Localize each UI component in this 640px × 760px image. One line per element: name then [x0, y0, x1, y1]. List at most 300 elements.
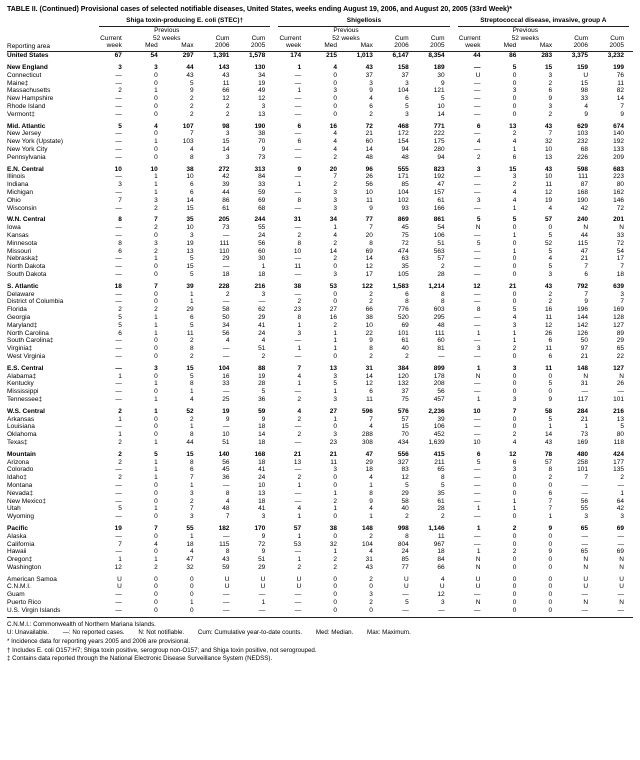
- value-cell: 1: [512, 204, 517, 212]
- value-cell: —: [473, 513, 481, 521]
- value-cell: 2: [369, 599, 373, 607]
- value-cell: 0: [154, 372, 158, 380]
- value-cell: —: [473, 103, 481, 111]
- value-cell: 24: [401, 548, 409, 556]
- value-cell: 52: [544, 239, 553, 247]
- value-cell: 6: [118, 247, 122, 255]
- value-cell: U: [439, 583, 445, 591]
- value-cell: 3: [118, 181, 122, 189]
- value-cell: —: [294, 352, 302, 360]
- value-cell: 30: [258, 255, 266, 263]
- value-cell: 199: [613, 64, 624, 72]
- value-cell: 182: [218, 524, 230, 532]
- value-cell: 26: [616, 380, 624, 388]
- value-cell: 2: [225, 290, 230, 298]
- previous-label: Previous: [154, 26, 180, 34]
- table-row: [7, 173, 633, 181]
- value-cell: 0: [512, 352, 517, 360]
- value-cell: —: [473, 255, 481, 263]
- value-cell: 48: [401, 153, 409, 161]
- value-cell: 0: [154, 95, 158, 103]
- table-row: [7, 111, 633, 119]
- value-cell: —: [115, 146, 122, 154]
- value-cell: 1: [189, 298, 194, 306]
- value-cell: —: [473, 337, 481, 345]
- table-row: [7, 298, 633, 306]
- value-cell: 148: [362, 524, 373, 532]
- reporting-area-cell: Maryland‡: [7, 321, 38, 329]
- value-cell: 1: [297, 181, 302, 189]
- value-cell: —: [473, 423, 481, 431]
- table-row: [7, 119, 633, 131]
- value-cell: 44: [222, 189, 230, 197]
- value-cell: 5: [476, 216, 481, 224]
- reporting-area-cell: West Virginia: [7, 352, 46, 360]
- value-cell: 520: [397, 313, 409, 321]
- value-cell: 4: [369, 474, 373, 482]
- value-cell: 1: [154, 321, 158, 329]
- value-cell: 2: [548, 298, 553, 306]
- value-cell: 6: [189, 466, 194, 474]
- reporting-area-cell: Montana: [7, 481, 33, 489]
- value-cell: 3: [476, 345, 481, 353]
- value-cell: 32: [544, 138, 553, 146]
- value-cell: —: [294, 489, 302, 497]
- value-cell: 57: [401, 415, 409, 423]
- value-cell: 1,013: [356, 52, 373, 60]
- value-cell: 10: [186, 173, 194, 181]
- value-cell: 59: [258, 407, 266, 415]
- value-cell: 73: [258, 153, 266, 161]
- value-cell: 61: [222, 204, 230, 212]
- value-cell: 56: [222, 329, 230, 337]
- value-cell: 1: [154, 438, 158, 446]
- value-cell: 20: [329, 165, 338, 173]
- value-cell: 0: [512, 95, 517, 103]
- value-cell: —: [581, 591, 589, 599]
- value-cell: 4: [512, 313, 517, 321]
- value-cell: 1: [297, 481, 302, 489]
- value-cell: 2: [512, 130, 517, 138]
- value-cell: 85: [401, 181, 409, 189]
- value-cell: 2: [405, 513, 409, 521]
- value-cell: —: [115, 497, 122, 505]
- value-cell: 44: [186, 438, 194, 446]
- table-row: [7, 373, 633, 381]
- value-cell: U: [117, 583, 122, 591]
- value-cell: 8: [118, 216, 122, 224]
- value-cell: 2: [369, 575, 373, 583]
- value-cell: 4: [333, 64, 338, 72]
- value-cell: 1: [333, 388, 338, 396]
- value-cell: 2: [548, 290, 553, 298]
- value-cell: 16: [329, 313, 338, 321]
- reporting-area-cell: Iowa: [7, 224, 21, 232]
- value-cell: 75: [401, 395, 409, 403]
- value-cell: 14: [365, 372, 373, 380]
- value-cell: —: [617, 532, 624, 540]
- value-cell: 4: [189, 146, 194, 154]
- value-cell: 14: [544, 431, 553, 439]
- value-cell: 34: [329, 216, 338, 224]
- value-cell: 14: [437, 110, 445, 118]
- value-cell: 0: [512, 532, 517, 540]
- reporting-area-cell: Alaska: [7, 532, 27, 540]
- value-cell: 28: [437, 271, 445, 278]
- value-cell: 1: [297, 87, 302, 95]
- value-cell: —: [294, 548, 302, 556]
- value-cell: 170: [254, 524, 266, 532]
- table-row: [7, 52, 633, 60]
- value-cell: 3: [476, 196, 481, 204]
- value-cell: 216: [613, 407, 624, 415]
- value-cell: 1: [189, 423, 194, 431]
- table-row: [7, 205, 633, 213]
- value-cell: 7: [584, 290, 589, 298]
- table-row: [7, 361, 633, 373]
- value-cell: 468: [397, 122, 409, 130]
- value-cell: 1: [333, 489, 338, 497]
- value-cell: 0: [512, 372, 517, 380]
- value-cell: 11: [545, 181, 553, 189]
- reporting-area-cell: Nebraska‡: [7, 255, 39, 263]
- reporting-area-cell: Georgia: [7, 313, 31, 321]
- value-cell: 33: [258, 181, 266, 189]
- value-cell: N: [583, 556, 589, 564]
- value-cell: 208: [433, 380, 445, 388]
- group-title-strep-a-cell: [454, 17, 633, 27]
- value-cell: U: [296, 575, 302, 583]
- value-cell: N: [475, 563, 481, 571]
- value-cell: 122: [362, 282, 373, 290]
- value-cell: —: [115, 130, 122, 138]
- value-cell: U: [583, 575, 589, 583]
- value-cell: 8: [476, 306, 481, 314]
- value-cell: 12: [258, 95, 266, 103]
- value-cell: 0: [154, 599, 158, 607]
- value-cell: 38: [329, 524, 338, 532]
- table-row: [7, 232, 633, 240]
- reporting-area-cell: Louisiana: [7, 423, 35, 431]
- reporting-area-cell: Michigan: [7, 189, 34, 197]
- footnote-line: U: Unavailable. —: No reported cases. N: Not notifiable. Cum: Cumulative year-to-date counts. Med: Median. Max: Maximum.: [7, 629, 411, 637]
- value-cell: 1: [512, 337, 517, 345]
- reporting-area-cell: Puerto Rico: [7, 599, 41, 607]
- value-cell: 288: [362, 431, 373, 439]
- value-cell: 171: [397, 173, 409, 181]
- table-row: [7, 396, 633, 404]
- previous-label: Previous: [333, 26, 359, 34]
- max-label: Max: [346, 42, 382, 51]
- value-cell: 11: [186, 329, 194, 337]
- week-label: week: [95, 42, 131, 51]
- value-cell: 3: [620, 513, 624, 521]
- value-cell: 10: [293, 247, 302, 255]
- value-cell: 127: [613, 364, 624, 372]
- value-cell: 5: [476, 458, 481, 466]
- value-cell: 177: [613, 458, 624, 466]
- value-cell: 3: [261, 290, 266, 298]
- value-cell: —: [115, 481, 122, 489]
- value-cell: 3: [548, 103, 553, 111]
- value-cell: 6: [548, 489, 553, 497]
- value-cell: 8: [440, 474, 445, 482]
- value-cell: 0: [512, 563, 517, 571]
- value-cell: 1: [118, 415, 122, 423]
- value-cell: 42: [222, 173, 230, 181]
- value-cell: 4: [189, 548, 194, 556]
- group-title-stec-cell: [95, 17, 274, 27]
- value-cell: 8: [369, 239, 373, 247]
- value-cell: 31: [293, 216, 302, 224]
- value-cell: 15: [544, 64, 553, 72]
- value-cell: 10: [544, 146, 553, 154]
- value-cell: —: [473, 388, 481, 396]
- value-cell: 67: [114, 52, 122, 60]
- value-cell: —: [473, 95, 481, 103]
- value-cell: 5: [512, 216, 517, 224]
- value-cell: 24: [258, 474, 266, 482]
- value-cell: 192: [433, 173, 445, 181]
- value-cell: N: [619, 372, 624, 380]
- value-cell: 3: [154, 364, 158, 372]
- value-cell: 58: [401, 497, 409, 505]
- value-cell: —: [294, 423, 302, 431]
- value-cell: 0: [154, 423, 158, 431]
- value-cell: 776: [397, 306, 409, 314]
- value-cell: —: [473, 352, 481, 360]
- value-cell: 1,391: [213, 52, 230, 60]
- value-cell: 3,232: [607, 52, 624, 60]
- value-cell: 56: [580, 497, 589, 505]
- table-row: [7, 380, 633, 388]
- value-cell: 66: [437, 563, 445, 571]
- reporting-area-cell: Pacific: [7, 524, 28, 532]
- value-cell: 63: [401, 255, 409, 263]
- value-cell: 0: [512, 591, 517, 599]
- value-cell: —: [115, 599, 122, 607]
- value-cell: 2: [297, 395, 302, 403]
- value-cell: 196: [577, 306, 589, 314]
- value-cell: 0: [154, 232, 158, 240]
- value-cell: 209: [613, 153, 624, 161]
- value-cell: 3: [189, 489, 194, 497]
- value-cell: 10: [473, 438, 481, 446]
- reporting-area-cell: W.S. Central: [7, 407, 45, 415]
- value-cell: 2: [512, 524, 517, 532]
- table-header: [7, 17, 633, 52]
- value-cell: 3: [512, 321, 517, 329]
- value-cell: 3: [405, 79, 409, 87]
- value-cell: 48: [365, 153, 373, 161]
- value-cell: 10: [150, 165, 158, 173]
- value-cell: N: [583, 563, 589, 571]
- value-cell: 2: [512, 431, 517, 439]
- value-cell: 0: [154, 146, 158, 154]
- value-cell: 40: [401, 345, 409, 353]
- value-cell: 0: [189, 575, 194, 583]
- value-cell: —: [115, 153, 122, 161]
- value-cell: 37: [365, 71, 373, 79]
- value-cell: 12: [114, 563, 122, 571]
- value-cell: —: [473, 431, 481, 439]
- value-cell: —: [473, 87, 481, 95]
- value-cell: 33: [580, 95, 589, 103]
- value-cell: 0: [512, 583, 517, 591]
- value-cell: 2: [189, 337, 194, 345]
- value-cell: 118: [613, 438, 624, 446]
- footnotes: [7, 621, 633, 664]
- value-cell: 12: [544, 321, 553, 329]
- value-cell: 104: [362, 540, 373, 548]
- 52-weeks-label: 52 weeks: [511, 34, 540, 42]
- value-cell: 45: [401, 224, 409, 232]
- value-cell: 7: [118, 196, 122, 204]
- value-cell: 7: [333, 173, 338, 181]
- value-cell: 29: [401, 489, 409, 497]
- value-cell: 1: [118, 556, 122, 564]
- value-cell: 598: [577, 165, 589, 173]
- value-cell: 42: [580, 204, 589, 212]
- value-cell: 8: [297, 196, 302, 204]
- value-cell: 0: [154, 110, 158, 118]
- value-cell: 232: [577, 138, 589, 146]
- value-cell: 14: [365, 146, 373, 154]
- value-cell: 50: [580, 337, 589, 345]
- value-cell: —: [115, 532, 122, 540]
- value-cell: 98: [222, 122, 230, 130]
- value-cell: 415: [433, 450, 445, 458]
- value-cell: 21: [509, 282, 517, 290]
- table-row: [7, 330, 633, 338]
- value-cell: —: [115, 204, 122, 212]
- value-cell: 0: [154, 337, 158, 345]
- value-cell: 10: [544, 173, 553, 181]
- reporting-area-cell: Wisconsin: [7, 204, 37, 212]
- value-cell: 0: [512, 481, 517, 489]
- value-cell: 35: [186, 216, 194, 224]
- value-cell: 51: [222, 438, 230, 446]
- value-cell: —: [473, 79, 481, 87]
- value-cell: 0: [512, 599, 517, 607]
- group-title-stec: Shiga toxin-producing E. coli (STEC)†: [99, 17, 270, 27]
- value-cell: 3: [297, 329, 302, 337]
- reporting-area-cell: Alabama‡: [7, 372, 37, 380]
- value-cell: 159: [577, 64, 589, 72]
- value-cell: 47: [186, 556, 194, 564]
- value-cell: 4: [333, 232, 338, 240]
- value-cell: 576: [397, 407, 409, 415]
- value-cell: 2: [189, 103, 194, 111]
- value-cell: 142: [577, 321, 589, 329]
- table-row: [7, 322, 633, 330]
- table-row: [7, 404, 633, 416]
- value-cell: 7: [154, 282, 158, 290]
- value-cell: 101: [613, 395, 624, 403]
- value-cell: 0: [154, 263, 158, 271]
- value-cell: 40: [401, 505, 409, 513]
- value-cell: 65: [580, 524, 589, 532]
- value-cell: 3: [369, 591, 373, 599]
- med-label: Med: [310, 42, 346, 51]
- value-cell: 1,583: [392, 282, 409, 290]
- value-cell: 11: [437, 532, 445, 540]
- reporting-area-cell: Delaware: [7, 290, 35, 298]
- value-cell: 8: [189, 458, 194, 466]
- value-cell: 178: [433, 372, 445, 380]
- value-cell: 1: [548, 423, 553, 431]
- value-cell: 21: [580, 352, 589, 360]
- value-cell: 0: [333, 103, 338, 111]
- value-cell: 2: [118, 458, 122, 466]
- value-cell: 2: [154, 247, 158, 255]
- reporting-area-cell: Kentucky: [7, 380, 34, 388]
- value-cell: 94: [437, 153, 445, 161]
- value-cell: —: [222, 263, 230, 271]
- value-cell: 32: [329, 540, 338, 548]
- value-cell: 115: [577, 239, 589, 247]
- value-cell: 3: [548, 71, 553, 79]
- value-cell: 76: [616, 71, 624, 79]
- value-cell: 1: [333, 505, 338, 513]
- value-cell: 15: [186, 450, 194, 458]
- value-cell: 31: [365, 556, 373, 564]
- value-cell: 295: [433, 313, 445, 321]
- reporting-area-cell: Nevada‡: [7, 489, 34, 497]
- value-cell: 3: [333, 204, 338, 212]
- value-cell: 117: [577, 395, 589, 403]
- previous-label: Previous: [512, 26, 538, 34]
- value-cell: 127: [613, 321, 624, 329]
- value-cell: —: [581, 532, 589, 540]
- value-cell: 169: [613, 306, 624, 314]
- value-cell: 869: [397, 216, 409, 224]
- value-cell: 3: [333, 189, 338, 197]
- value-cell: U: [224, 575, 230, 583]
- value-cell: 2: [548, 474, 553, 482]
- value-cell: 4: [369, 423, 373, 431]
- table-row: [7, 306, 633, 314]
- reporting-area-cell: New Hampshire: [7, 95, 54, 103]
- value-cell: 42: [616, 505, 624, 513]
- value-cell: 0: [333, 513, 338, 521]
- value-cell: —: [473, 532, 481, 540]
- value-cell: 228: [218, 282, 230, 290]
- table-row: [7, 291, 633, 299]
- value-cell: 54: [437, 224, 445, 232]
- reporting-area-cell: South Dakota: [7, 271, 47, 278]
- value-cell: 10: [114, 165, 122, 173]
- value-cell: 39: [437, 415, 445, 423]
- value-cell: —: [473, 298, 481, 306]
- value-cell: 6: [476, 122, 481, 130]
- value-cell: U: [475, 71, 481, 79]
- value-cell: 54: [616, 247, 624, 255]
- value-cell: 55: [580, 505, 589, 513]
- value-cell: 1: [333, 337, 338, 345]
- value-cell: N: [475, 556, 481, 564]
- value-cell: 0: [333, 290, 338, 298]
- value-cell: 8: [369, 345, 373, 353]
- value-cell: 6: [512, 458, 517, 466]
- value-cell: 1,214: [428, 282, 445, 290]
- value-cell: 1: [261, 599, 266, 607]
- value-cell: 1: [476, 364, 481, 372]
- value-cell: 73: [222, 224, 230, 232]
- value-cell: —: [238, 607, 274, 617]
- value-cell: 2: [154, 224, 158, 232]
- value-cell: 6,147: [392, 52, 409, 60]
